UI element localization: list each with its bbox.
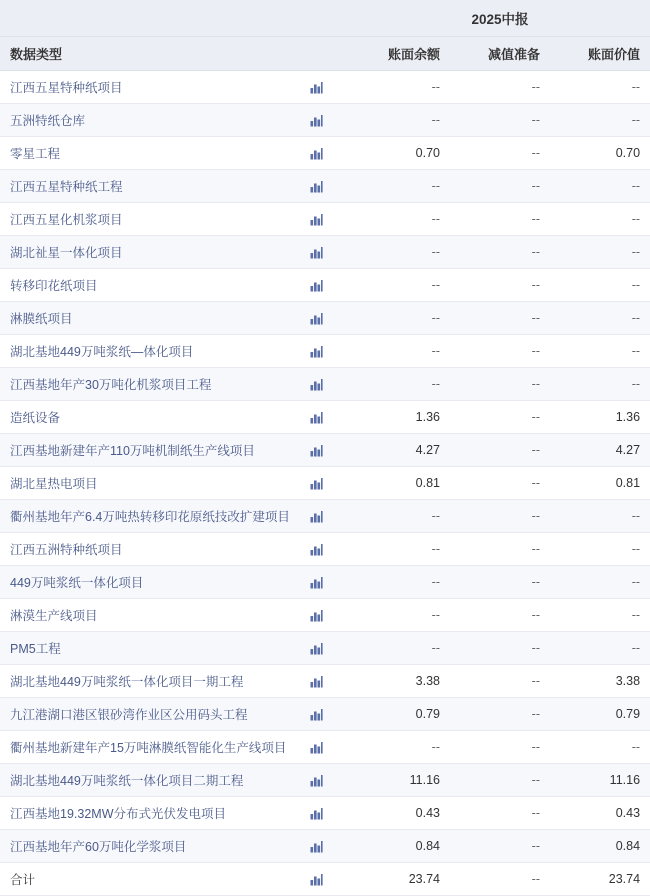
book-value-cell: -- — [550, 302, 650, 335]
table-row — [0, 302, 650, 335]
book-value-cell: -- — [550, 632, 650, 665]
chart-icon-cell[interactable] — [310, 170, 350, 203]
book-balance-cell: -- — [350, 566, 450, 599]
project-name-cell[interactable]: 造纸设备 — [0, 401, 310, 434]
book-value-cell: 23.74 — [550, 863, 650, 896]
book-value-cell: -- — [550, 170, 650, 203]
impairment-cell: -- — [450, 533, 550, 566]
bar-chart-icon[interactable] — [310, 213, 323, 226]
impairment-cell: -- — [450, 632, 550, 665]
bar-chart-icon[interactable] — [310, 114, 323, 127]
chart-icon-cell[interactable] — [310, 731, 350, 764]
impairment-cell: -- — [450, 104, 550, 137]
impairment-cell: -- — [450, 368, 550, 401]
book-value-cell: -- — [550, 533, 650, 566]
book-value-cell: 0.81 — [550, 467, 650, 500]
table-row — [0, 599, 650, 632]
impairment-cell: -- — [450, 731, 550, 764]
bar-chart-icon[interactable] — [310, 543, 323, 556]
table-row — [0, 731, 650, 764]
book-value-cell: -- — [550, 368, 650, 401]
book-balance-cell: -- — [350, 269, 450, 302]
bar-chart-icon[interactable] — [310, 873, 323, 886]
table-row — [0, 104, 650, 137]
column-header-book-value: 账面价值 — [550, 37, 650, 71]
impairment-cell: -- — [450, 863, 550, 896]
project-name-cell[interactable]: 湖北祉星一体化项目 — [0, 236, 310, 269]
chart-icon-cell[interactable] — [310, 71, 350, 104]
project-name-cell[interactable]: 江西五洲特种纸项目 — [0, 533, 310, 566]
bar-chart-icon[interactable] — [310, 81, 323, 94]
bar-chart-icon[interactable] — [310, 774, 323, 787]
book-balance-cell: -- — [350, 335, 450, 368]
table-row — [0, 137, 650, 170]
project-name-cell[interactable]: 江西五星化机浆项目 — [0, 203, 310, 236]
chart-icon-cell[interactable] — [310, 797, 350, 830]
book-value-cell: -- — [550, 269, 650, 302]
table-row — [0, 533, 650, 566]
book-value-cell: 0.70 — [550, 137, 650, 170]
chart-icon-cell[interactable] — [310, 698, 350, 731]
column-header-book-balance: 账面余额 — [350, 37, 450, 71]
book-value-cell: 0.84 — [550, 830, 650, 863]
column-header-chart — [310, 37, 350, 71]
impairment-cell: -- — [450, 599, 550, 632]
chart-icon-cell[interactable] — [310, 104, 350, 137]
table-row — [0, 236, 650, 269]
impairment-cell: -- — [450, 698, 550, 731]
table-row — [0, 764, 650, 797]
project-name-cell[interactable]: 湖北基地449万吨浆纸—体化项目 — [0, 335, 310, 368]
bar-chart-icon[interactable] — [310, 741, 323, 754]
impairment-cell: -- — [450, 236, 550, 269]
chart-icon-cell[interactable] — [310, 368, 350, 401]
book-value-cell: -- — [550, 203, 650, 236]
book-balance-cell: -- — [350, 368, 450, 401]
bar-chart-icon[interactable] — [310, 279, 323, 292]
bar-chart-icon[interactable] — [310, 807, 323, 820]
column-header-row — [0, 37, 650, 71]
book-balance-cell: -- — [350, 170, 450, 203]
book-balance-cell: -- — [350, 71, 450, 104]
book-value-cell: 11.16 — [550, 764, 650, 797]
book-balance-cell: 0.84 — [350, 830, 450, 863]
book-balance-cell: 4.27 — [350, 434, 450, 467]
period-header-spacer — [0, 0, 310, 37]
book-value-cell: -- — [550, 599, 650, 632]
chart-icon-cell[interactable] — [310, 467, 350, 500]
project-name-cell[interactable]: 合计 — [0, 863, 310, 896]
project-name-cell[interactable]: 湖北基地449万吨浆纸一体化项目一期工程 — [0, 665, 310, 698]
table-row — [0, 698, 650, 731]
impairment-cell: -- — [450, 203, 550, 236]
bar-chart-icon[interactable] — [310, 345, 323, 358]
bar-chart-icon[interactable] — [310, 510, 323, 523]
bar-chart-icon[interactable] — [310, 477, 323, 490]
table-row — [0, 368, 650, 401]
book-value-cell: -- — [550, 500, 650, 533]
book-value-cell: -- — [550, 731, 650, 764]
chart-icon-cell[interactable] — [310, 863, 350, 896]
project-name-cell[interactable]: 湖北星热电项目 — [0, 467, 310, 500]
table-row — [0, 269, 650, 302]
chart-icon-cell[interactable] — [310, 665, 350, 698]
book-value-cell: 1.36 — [550, 401, 650, 434]
book-balance-cell: 23.74 — [350, 863, 450, 896]
project-name-cell[interactable]: PM5工程 — [0, 632, 310, 665]
chart-icon-cell[interactable] — [310, 302, 350, 335]
book-balance-cell: -- — [350, 236, 450, 269]
project-name-cell[interactable]: 江西基地年产30万吨化机浆项目工程 — [0, 368, 310, 401]
impairment-cell: -- — [450, 797, 550, 830]
project-name-cell[interactable]: 淋漠生产线项目 — [0, 599, 310, 632]
project-name-cell[interactable]: 江西基地年产60万吨化学浆项目 — [0, 830, 310, 863]
impairment-cell: -- — [450, 434, 550, 467]
period-header-spacer-icon — [310, 0, 350, 37]
book-balance-cell: 11.16 — [350, 764, 450, 797]
impairment-cell: -- — [450, 170, 550, 203]
table-row — [0, 71, 650, 104]
book-value-cell: 3.38 — [550, 665, 650, 698]
period-title: 2025中报 — [350, 0, 650, 37]
project-name-cell[interactable]: 零星工程 — [0, 137, 310, 170]
bar-chart-icon[interactable] — [310, 708, 323, 721]
chart-icon-cell[interactable] — [310, 830, 350, 863]
project-name-cell[interactable]: 九江港湖口港区银砂湾作业区公用码头工程 — [0, 698, 310, 731]
bar-chart-icon[interactable] — [310, 576, 323, 589]
chart-icon-cell[interactable] — [310, 764, 350, 797]
impairment-cell: -- — [450, 467, 550, 500]
chart-icon-cell[interactable] — [310, 236, 350, 269]
table-row — [0, 500, 650, 533]
book-balance-cell: 1.36 — [350, 401, 450, 434]
impairment-cell: -- — [450, 830, 550, 863]
book-balance-cell: -- — [350, 533, 450, 566]
column-header-name: 数据类型 — [0, 37, 310, 71]
bar-chart-icon[interactable] — [310, 312, 323, 325]
bar-chart-icon[interactable] — [310, 246, 323, 259]
book-balance-cell: -- — [350, 302, 450, 335]
book-balance-cell: 3.38 — [350, 665, 450, 698]
chart-icon-cell[interactable] — [310, 137, 350, 170]
bar-chart-icon[interactable] — [310, 840, 323, 853]
book-value-cell: -- — [550, 335, 650, 368]
table-row — [0, 335, 650, 368]
impairment-cell: -- — [450, 269, 550, 302]
book-balance-cell: 0.79 — [350, 698, 450, 731]
book-balance-cell: -- — [350, 104, 450, 137]
bar-chart-icon[interactable] — [310, 642, 323, 655]
chart-icon-cell[interactable] — [310, 401, 350, 434]
project-name-cell[interactable]: 五洲特纸仓库 — [0, 104, 310, 137]
bar-chart-icon[interactable] — [310, 411, 323, 424]
table-row — [0, 632, 650, 665]
table-row — [0, 170, 650, 203]
impairment-cell: -- — [450, 500, 550, 533]
project-name-cell[interactable]: 湖北基地449万吨浆纸一体化项目二期工程 — [0, 764, 310, 797]
chart-icon-cell[interactable] — [310, 566, 350, 599]
table-row — [0, 434, 650, 467]
book-value-cell: -- — [550, 104, 650, 137]
book-balance-cell: -- — [350, 632, 450, 665]
table-row — [0, 467, 650, 500]
bar-chart-icon[interactable] — [310, 675, 323, 688]
impairment-cell: -- — [450, 665, 550, 698]
impairment-cell: -- — [450, 302, 550, 335]
book-value-cell: -- — [550, 566, 650, 599]
book-value-cell: -- — [550, 71, 650, 104]
column-header-impairment: 减值准备 — [450, 37, 550, 71]
book-balance-cell: -- — [350, 731, 450, 764]
book-balance-cell: 0.81 — [350, 467, 450, 500]
book-value-cell: 0.43 — [550, 797, 650, 830]
bar-chart-icon[interactable] — [310, 609, 323, 622]
book-balance-cell: 0.70 — [350, 137, 450, 170]
project-name-cell[interactable]: 衢州基地年产6.4万吨热转移印花原纸技改扩建项目 — [0, 500, 310, 533]
chart-icon-cell[interactable] — [310, 500, 350, 533]
table-row — [0, 863, 650, 896]
chart-icon-cell[interactable] — [310, 599, 350, 632]
chart-icon-cell[interactable] — [310, 632, 350, 665]
table-row — [0, 203, 650, 236]
chart-icon-cell[interactable] — [310, 269, 350, 302]
bar-chart-icon[interactable] — [310, 147, 323, 160]
book-balance-cell: 0.43 — [350, 797, 450, 830]
table-row — [0, 566, 650, 599]
project-name-cell[interactable]: 江西五星特种纸项目 — [0, 71, 310, 104]
bar-chart-icon[interactable] — [310, 180, 323, 193]
table-row — [0, 797, 650, 830]
project-name-cell[interactable]: 淋膜纸项目 — [0, 302, 310, 335]
impairment-cell: -- — [450, 71, 550, 104]
book-value-cell: 4.27 — [550, 434, 650, 467]
table-row — [0, 401, 650, 434]
book-value-cell: 0.79 — [550, 698, 650, 731]
table-row — [0, 665, 650, 698]
impairment-cell: -- — [450, 764, 550, 797]
chart-icon-cell[interactable] — [310, 533, 350, 566]
bar-chart-icon[interactable] — [310, 378, 323, 391]
project-name-cell[interactable]: 衢州基地新建年产15万吨淋膜纸智能化生产线项目 — [0, 731, 310, 764]
chart-icon-cell[interactable] — [310, 335, 350, 368]
impairment-cell: -- — [450, 401, 550, 434]
table-header — [0, 0, 650, 71]
book-value-cell: -- — [550, 236, 650, 269]
chart-icon-cell[interactable] — [310, 203, 350, 236]
project-name-cell[interactable]: 江西基地19.32MW分布式光伏发电项目 — [0, 797, 310, 830]
project-name-cell[interactable]: 江西五星特种纸工程 — [0, 170, 310, 203]
bar-chart-icon[interactable] — [310, 444, 323, 457]
project-name-cell[interactable]: 449万吨浆纸一体化项目 — [0, 566, 310, 599]
impairment-cell: -- — [450, 566, 550, 599]
book-balance-cell: -- — [350, 599, 450, 632]
impairment-cell: -- — [450, 137, 550, 170]
project-name-cell[interactable]: 转移印花纸项目 — [0, 269, 310, 302]
chart-icon-cell[interactable] — [310, 434, 350, 467]
project-name-cell[interactable]: 江西基地新建年产110万吨机制纸生产线项目 — [0, 434, 310, 467]
book-balance-cell: -- — [350, 500, 450, 533]
period-header-row — [0, 0, 650, 37]
table-body — [0, 71, 650, 896]
impairment-cell: -- — [450, 335, 550, 368]
table-row — [0, 830, 650, 863]
book-balance-cell: -- — [350, 203, 450, 236]
